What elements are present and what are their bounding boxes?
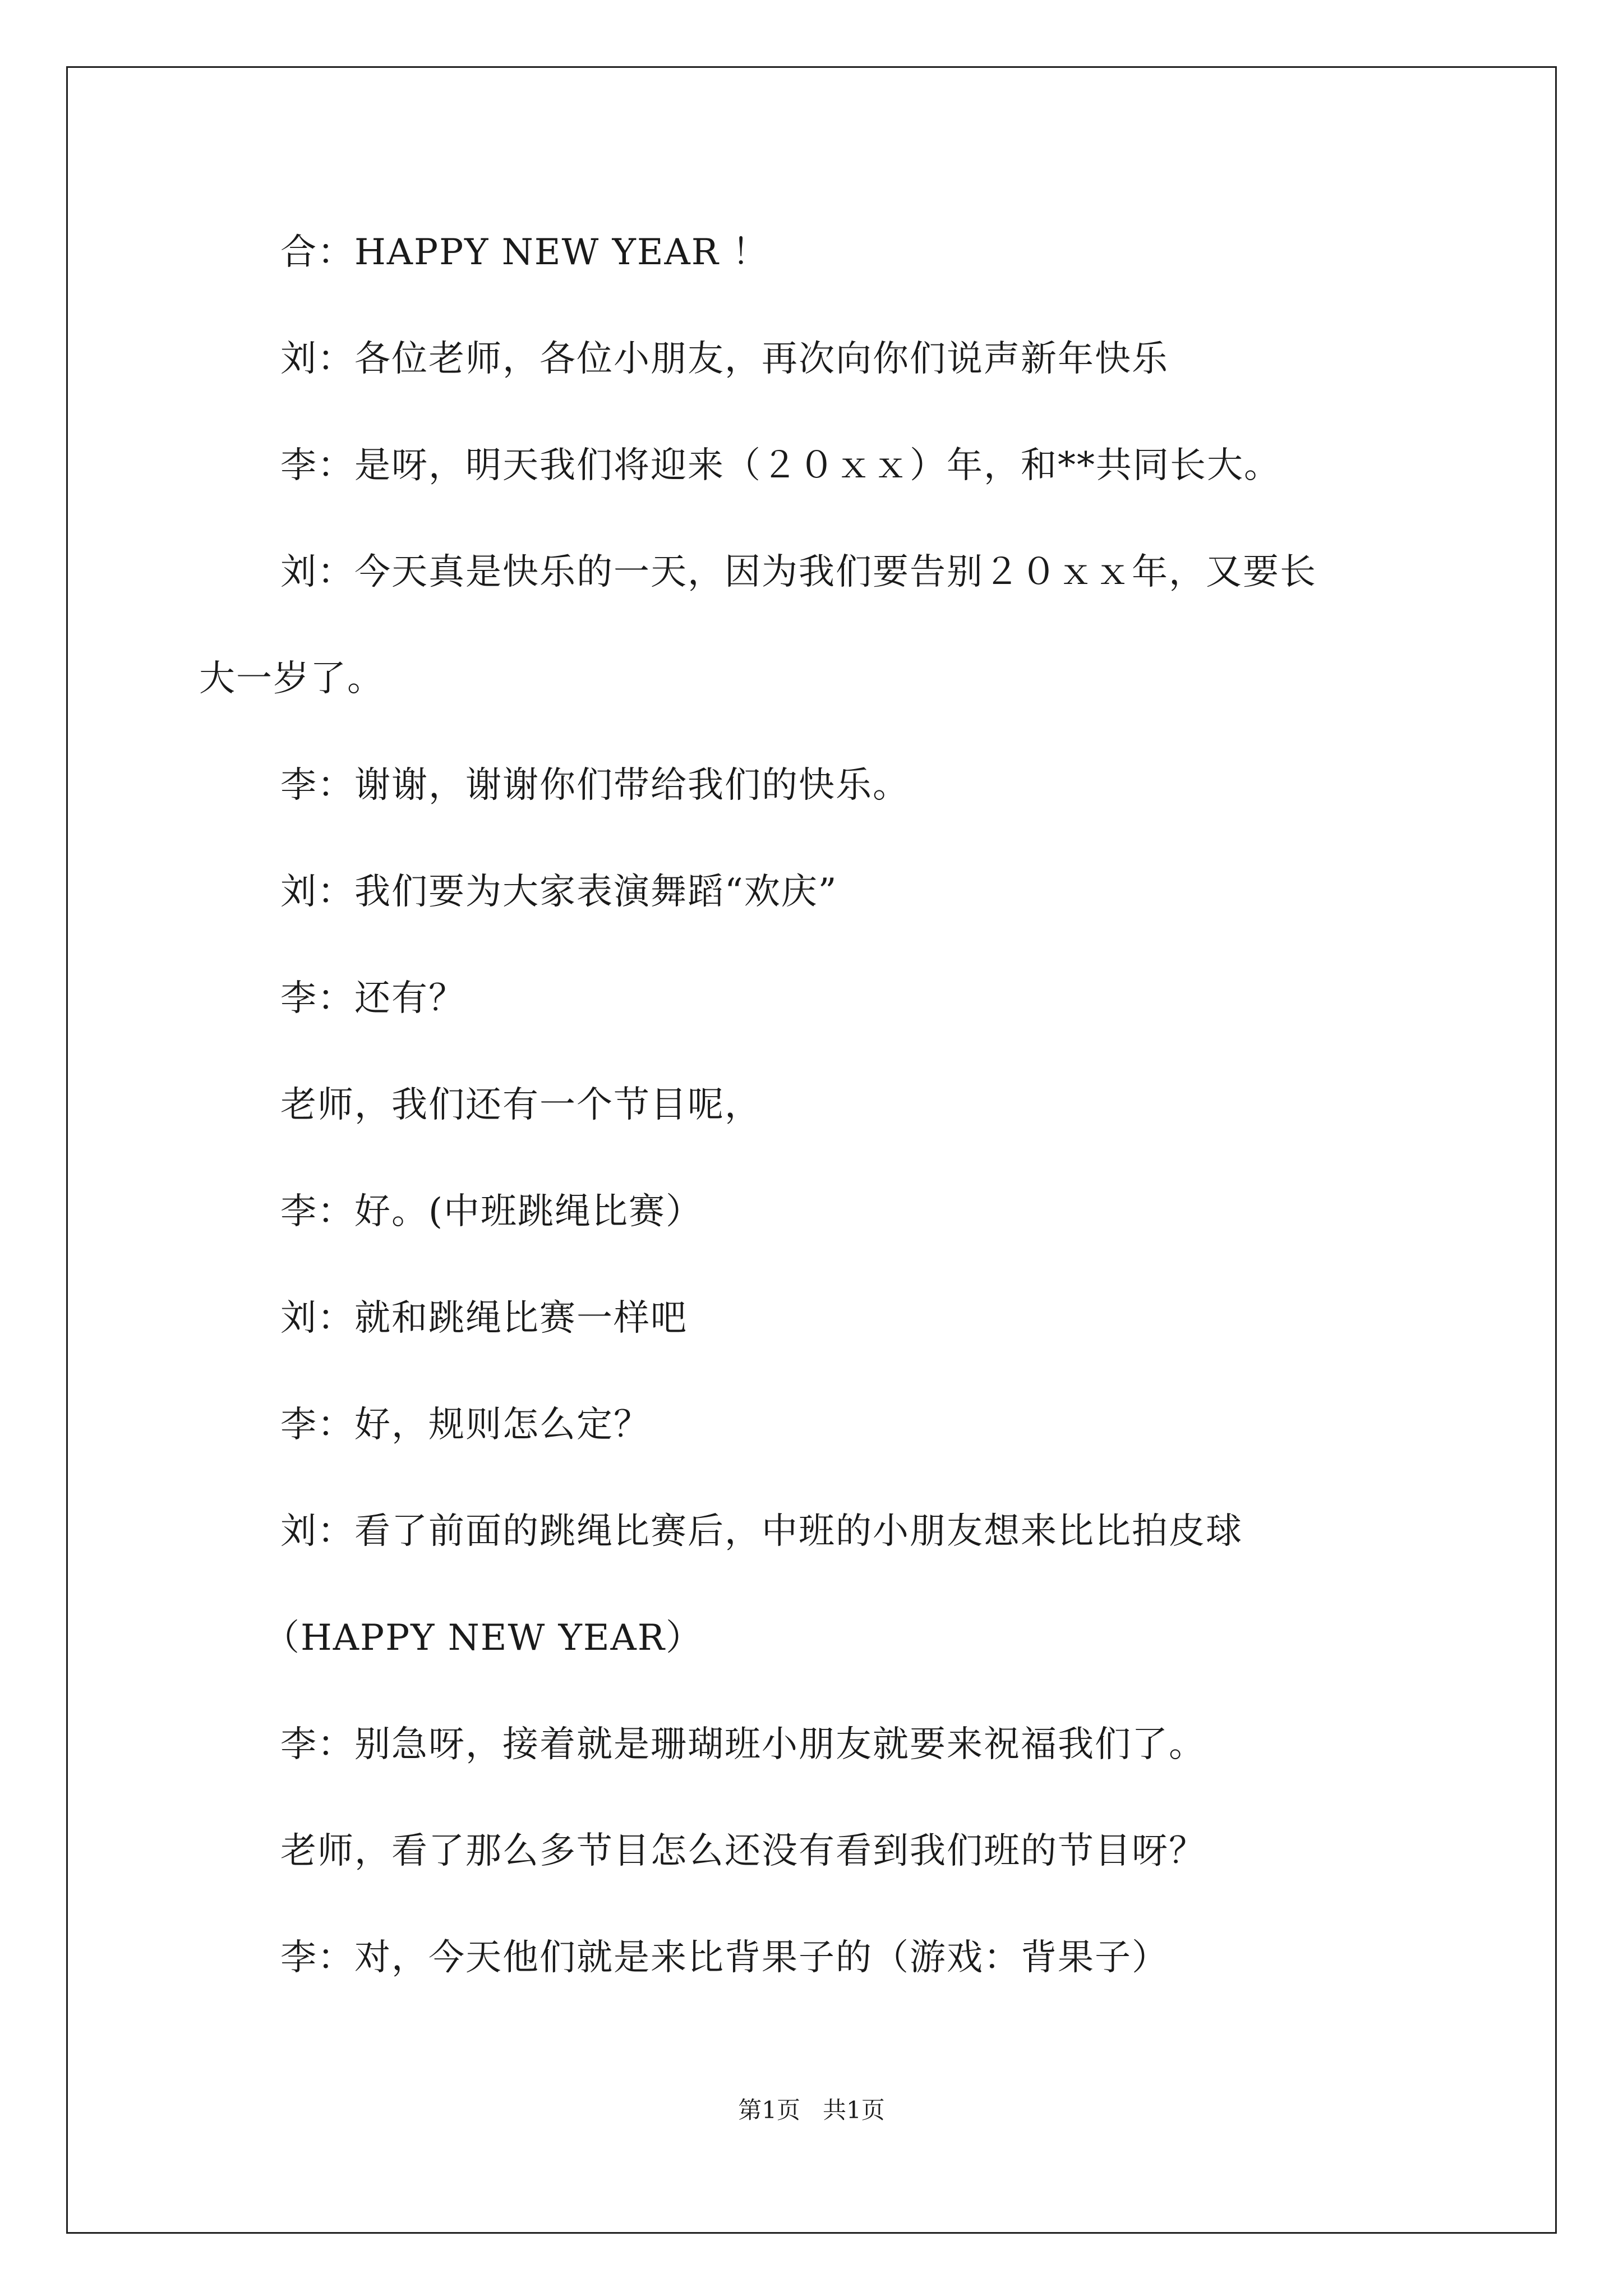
text-line: 老师，看了那么多节目怎么还没有看到我们班的节目呀？ — [280, 1830, 1206, 1872]
page-border — [66, 66, 1557, 2234]
text-line: 李：好。(中班跳绳比赛） — [280, 1191, 703, 1232]
text-line: 李：别急呀，接着就是珊瑚班小朋友就要来祝福我们了。 — [280, 1724, 1206, 1765]
text-line: 李：还有？ — [280, 978, 465, 1019]
page-footer: 第1页 共1页 — [738, 2096, 885, 2124]
text-line: 李：好，规则怎么定？ — [280, 1404, 651, 1446]
text-line: 刘：各位老师，各位小朋友，再次向你们说声新年快乐 — [280, 338, 1169, 380]
text-line: 刘：今天真是快乐的一天，因为我们要告别２０ｘｘ年，又要长 — [280, 551, 1317, 593]
text-line: 李：是呀，明天我们将迎来（２０ｘｘ）年，和**共同长大。 — [280, 445, 1281, 486]
text-line: 刘：看了前面的跳绳比赛后，中班的小朋友想来比比拍皮球 — [280, 1511, 1243, 1552]
text-line: 李：对，今天他们就是来比背果子的（游戏：背果子） — [280, 1937, 1169, 1978]
text-line: 合：HAPPY NEW YEAR ！ — [280, 232, 769, 273]
text-line: 刘：我们要为大家表演舞蹈“欢庆” — [280, 871, 838, 913]
text-line: 刘：就和跳绳比赛一样吧 — [280, 1297, 688, 1339]
text-line: 老师，我们还有一个节目呢， — [280, 1084, 762, 1126]
text-line: 李：谢谢，谢谢你们带给我们的快乐。 — [280, 765, 910, 806]
text-line: （HAPPY NEW YEAR） — [264, 1617, 703, 1659]
text-line: 大一岁了。 — [199, 658, 384, 700]
